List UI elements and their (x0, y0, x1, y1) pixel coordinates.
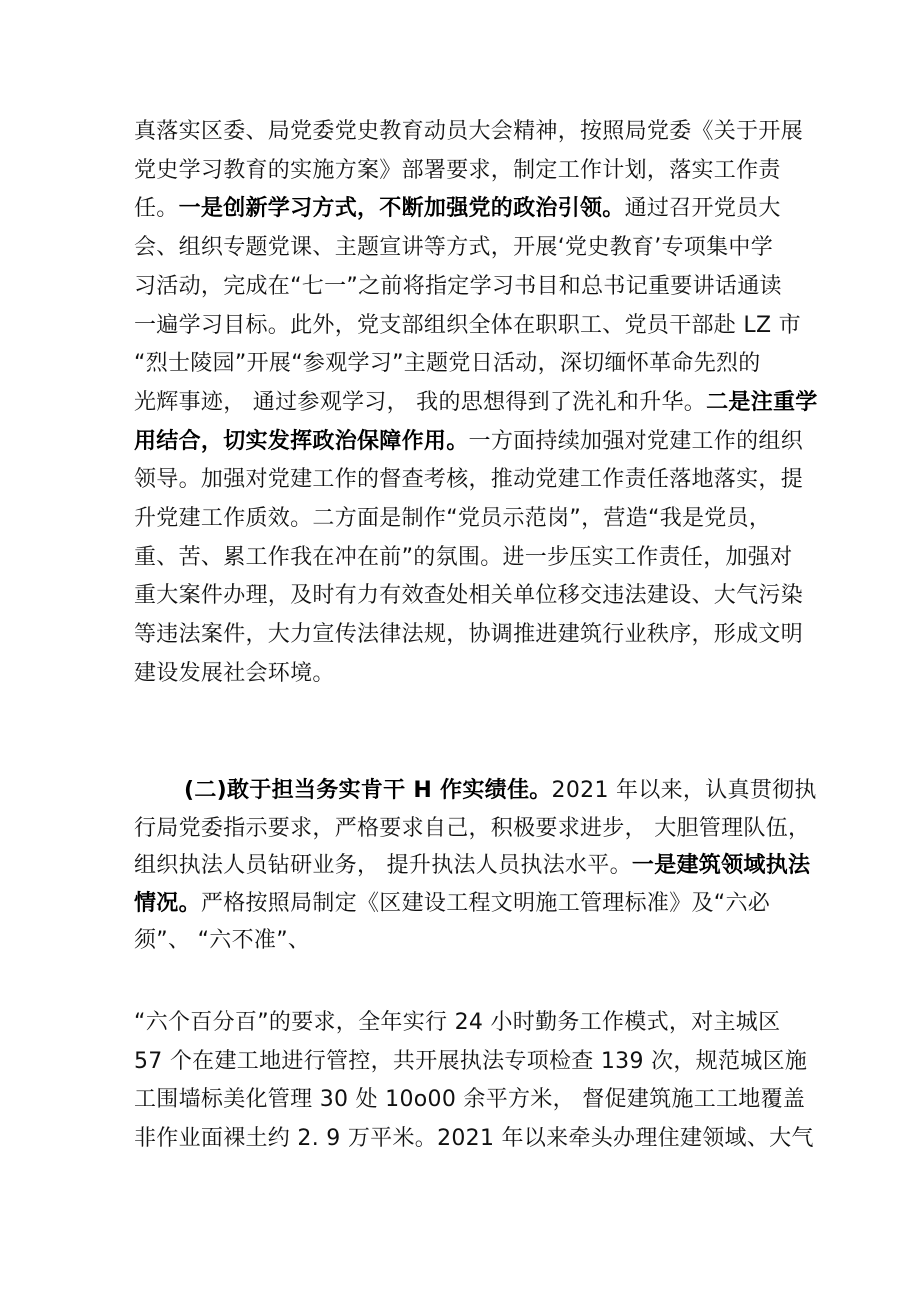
text-run: 一遍学习目标。此外，党支部组织全体在职职工、党员干部赴 LZ 市 (134, 312, 801, 338)
text-run: 一方面持续加强对党建工作的组织 (468, 428, 804, 454)
text-run: 重、苦、累工作我在冲在前”的氛围。进一步压实工作责任，加强对 (134, 544, 793, 570)
text-line (134, 152, 794, 191)
bold-text-run: 用结合，切实发挥政治保障作用。 (134, 428, 469, 454)
text-line (134, 1120, 814, 1159)
text-line (134, 885, 794, 923)
text-line (134, 1004, 794, 1043)
text-run: “六个百分百”的要求，全年实行 24 小时勤务工作模式，对主城区 (134, 1010, 781, 1035)
text-run: “烈士陵园”开展“参观学习”主题党日活动，深切缅怀革命先烈的 (134, 351, 761, 377)
paragraph-1 (134, 113, 818, 694)
text-run: 须”、 “六不准”、 (134, 928, 311, 953)
text-run: 57 个在建工地进行管控，共开展执法专项检查 139 次，规范城区施 (134, 1048, 808, 1074)
text-run: 2021 年以来，认真贯彻执 (551, 778, 817, 803)
text-run: 组织执法人员钻研业务， 提升执法人员执法水平。 (134, 853, 632, 878)
text-line (134, 772, 817, 810)
text-run: 光辉事迹， 通过参观学习， 我的思想得到了洗礼和升华。 (134, 389, 707, 415)
text-run: 党史学习教育的实施方案》部署要求，制定工作计划，落实工作责 (134, 157, 781, 183)
text-line (134, 847, 811, 885)
text-line (134, 113, 804, 152)
text-line (134, 1081, 806, 1120)
bold-text-run: 一是创新学习方式，不断加强党的政治引领。 (178, 196, 625, 222)
text-line (134, 810, 811, 848)
text-run: 等违法案件，大力宣传法律法规，协调推进建筑行业秩序，形成文明 (134, 622, 804, 648)
text-line (134, 500, 794, 539)
bold-text-run: 一是建筑领域执法 (631, 853, 811, 878)
text-line (134, 539, 794, 578)
text-line (134, 577, 804, 616)
text-line (134, 922, 794, 960)
text-run: 升党建工作质效。二方面是制作“党员示范岗”，营造“我是党员， (134, 506, 772, 532)
text-line (134, 655, 794, 694)
text-line (134, 384, 818, 423)
text-run: 行局党委指示要求，严格要求自己，积极要求进步， 大胆管理队伍， (134, 815, 811, 841)
text-run: 习活动，完成在“七一”之前将指定学习书目和总书记重要讲话通读 (134, 273, 782, 299)
paragraph-3 (134, 1004, 814, 1159)
text-run: 建设发展社会环境。 (134, 660, 335, 686)
text-run: 非作业面裸土约 2. 9 万平米。2021 年以来牵头办理住建领域、大气 (134, 1126, 814, 1152)
text-line (134, 461, 804, 500)
bold-text-run: 二是注重学 (706, 389, 818, 415)
text-run: 真落实区委、局党委党史教育动员大会精神，按照局党委《关于开展 (134, 119, 804, 144)
paragraph-2 (134, 772, 817, 960)
text-line (134, 229, 794, 268)
text-line (134, 1043, 808, 1082)
text-line (134, 190, 794, 229)
text-line (134, 307, 801, 346)
bold-text-run: (二)敢于担当务实肯干 H 作实绩佳。 (184, 778, 552, 803)
text-run: 会、组织专题党课、主题宣讲等方式，开展‘党史教育’专项集中学 (134, 235, 773, 261)
text-run: 领导。加强对党建工作的督查考核，推动党建工作责任落地落实，提 (134, 467, 804, 493)
text-line (134, 616, 804, 655)
text-run: 严格按照局制定《区建设工程文明施工管理标准》及“六必 (200, 890, 771, 916)
text-line (134, 268, 794, 307)
text-line (134, 423, 804, 462)
text-run: 重大案件办理，及时有力有效查处相关单位移交违法建设、大气污染 (134, 583, 804, 609)
text-run: 任。 (134, 196, 179, 222)
bold-text-run: 情况。 (134, 890, 201, 916)
text-run: 工围墙标美化管理 30 处 10o00 余平方米， 督促建筑施工工地覆盖 (134, 1087, 806, 1113)
text-run: 通过召开党员大 (624, 196, 781, 222)
text-line (134, 345, 794, 384)
